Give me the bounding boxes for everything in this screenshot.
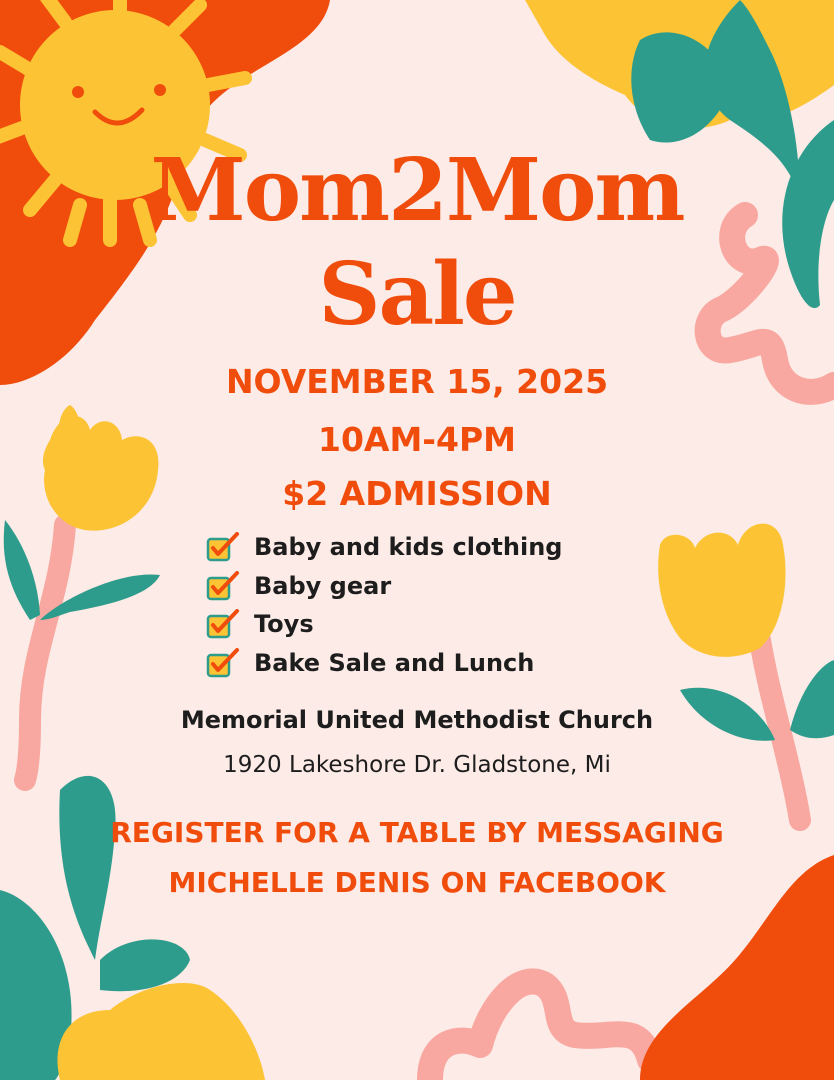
list-item <box>206 567 562 606</box>
venue-address: 1920 Lakeshore Dr. Gladstone, Mi <box>223 752 611 778</box>
checked-box-icon <box>206 648 240 678</box>
sale-items-list <box>206 528 562 682</box>
list-item-label: Toys <box>254 610 314 639</box>
admission-price: $2 ADMISSION <box>282 474 552 513</box>
list-item-label: Baby and kids clothing <box>254 533 563 562</box>
pink-squiggle-bottom <box>430 981 650 1080</box>
venue-name: Memorial United Methodist Church <box>180 706 654 734</box>
yellow-blob-bottom-left <box>57 983 265 1080</box>
event-date: NOVEMBER 15, 2025 <box>225 362 609 401</box>
list-item-label: Bake Sale and Lunch <box>254 648 535 677</box>
registration-note: REGISTER FOR A TABLE BY MESSAGING MICHELLE DENIS ON FACEBOOK <box>110 816 724 899</box>
list-item <box>206 605 562 644</box>
list-item <box>206 644 562 683</box>
checked-box-icon <box>206 532 240 562</box>
checked-box-icon <box>206 571 240 601</box>
flyer-title-line2: Sale <box>318 244 516 345</box>
list-item-label: Baby gear <box>254 571 392 600</box>
flyer-title-line1: Mom2Mom <box>150 140 684 241</box>
list-item <box>206 528 562 567</box>
checked-box-icon <box>206 609 240 639</box>
event-time: 10AM-4PM <box>318 420 516 459</box>
